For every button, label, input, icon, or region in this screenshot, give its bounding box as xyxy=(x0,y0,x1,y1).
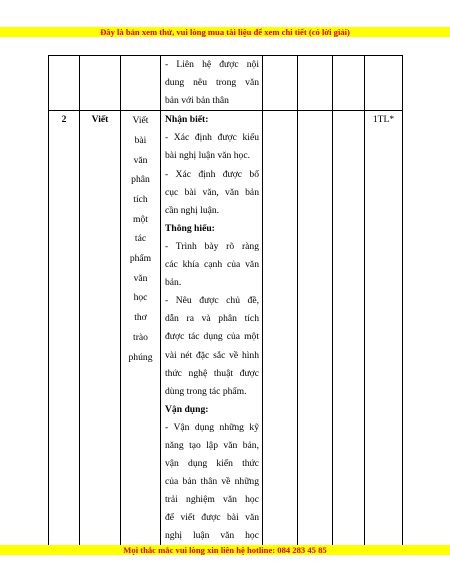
requirement-line: nghị luận văn học xyxy=(165,530,259,542)
requirement-line: của bản thân về những xyxy=(165,476,259,488)
requirement-level-heading: Nhận biết: xyxy=(165,114,209,126)
unit-title-line: văn xyxy=(133,272,148,284)
requirement-line: - Xác định được kiểu xyxy=(165,132,259,144)
unit-title-line: phúng xyxy=(128,351,153,363)
cell-level-1-empty xyxy=(263,56,298,111)
cell-total-empty xyxy=(365,56,403,111)
unit-title-line: một xyxy=(133,213,148,225)
unit-title-line: phẩm xyxy=(129,253,152,265)
requirement-level-heading: Thông hiểu: xyxy=(165,222,215,234)
preview-notice-banner xyxy=(0,27,450,37)
requirement-level-heading: Vận dụng: xyxy=(165,403,209,415)
requirement-line: bài nghị luận văn học. xyxy=(165,150,250,162)
requirement-line: thức nghệ thuật được xyxy=(165,367,259,379)
requirement-line: - Nêu được chủ đề, xyxy=(165,295,259,307)
requirement-line: năng tạo lập văn bản, xyxy=(165,439,259,451)
skill-label: Viết xyxy=(91,114,109,126)
cell-skill-empty xyxy=(80,56,121,111)
requirement-line: vài nét đặc sắc về hình xyxy=(165,349,259,361)
requirement-line: cần nghị luận. xyxy=(165,204,220,216)
requirement-line: - Trình bày rõ ràng xyxy=(165,240,259,252)
cell-unit-empty xyxy=(121,56,161,111)
hotline-banner xyxy=(0,545,450,555)
cell-level-2 xyxy=(298,111,333,546)
preview-notice-text: Đây là bản xem thử, vui lòng mua tài liệu để xem chi tiết (có lời giải) xyxy=(100,27,350,37)
requirement-line: - Xác định được bố xyxy=(165,168,259,180)
requirement-line: dung nêu trong văn xyxy=(165,77,259,89)
cell-total xyxy=(365,111,403,546)
requirement-line: - Vận dụng những kỹ xyxy=(165,421,259,433)
unit-title-line: thơ xyxy=(134,312,147,324)
cell-requirements xyxy=(161,111,263,546)
unit-title-line: học xyxy=(133,292,148,304)
requirement-line: dẫn ra và phân tích xyxy=(165,313,259,325)
total-value: 1TL* xyxy=(372,114,395,126)
row-number: 2 xyxy=(61,114,67,126)
requirement-line: - Liên hệ được nội xyxy=(165,59,259,70)
requirement-line: trải nghiệm văn học xyxy=(165,494,259,506)
requirement-line: bản với bản thân xyxy=(165,95,229,107)
unit-title-line: phân xyxy=(131,174,150,186)
table-row-2 xyxy=(49,111,403,546)
unit-title-line: tác xyxy=(134,233,147,245)
cell-unit xyxy=(121,111,161,546)
requirement-line: các khía cạnh của văn xyxy=(165,259,259,271)
unit-title-line: bài xyxy=(134,134,147,146)
requirement-line: bản. xyxy=(165,277,182,289)
requirement-line: được tác dụng của một xyxy=(165,331,259,343)
requirement-line: dùng trong tác phẩm. xyxy=(165,385,247,397)
cell-skill xyxy=(80,111,121,546)
exam-matrix-table xyxy=(48,55,403,547)
requirement-line: cục bài văn, văn bản xyxy=(165,186,259,198)
cell-level-2-empty xyxy=(298,56,333,111)
hotline-text: Mọi thắc mắc vui lòng xin liên hệ hotline: 084 283 45 85 xyxy=(123,545,327,555)
requirement-line: để viết được bài văn xyxy=(165,512,259,524)
unit-title-line: Viết xyxy=(132,115,149,127)
cell-requirements-continued xyxy=(161,56,263,111)
requirement-line: vận dụng kiến thức xyxy=(165,458,259,470)
unit-title-line: trào xyxy=(133,331,148,343)
cell-level-3-empty xyxy=(333,56,365,111)
cell-row-number xyxy=(49,111,80,546)
unit-title-line: văn xyxy=(133,154,148,166)
cell-level-1 xyxy=(263,111,298,546)
table-row-continued xyxy=(49,56,403,111)
unit-title-line: tích xyxy=(133,194,148,206)
cell-level-3 xyxy=(333,111,365,546)
cell-number-empty xyxy=(49,56,80,111)
